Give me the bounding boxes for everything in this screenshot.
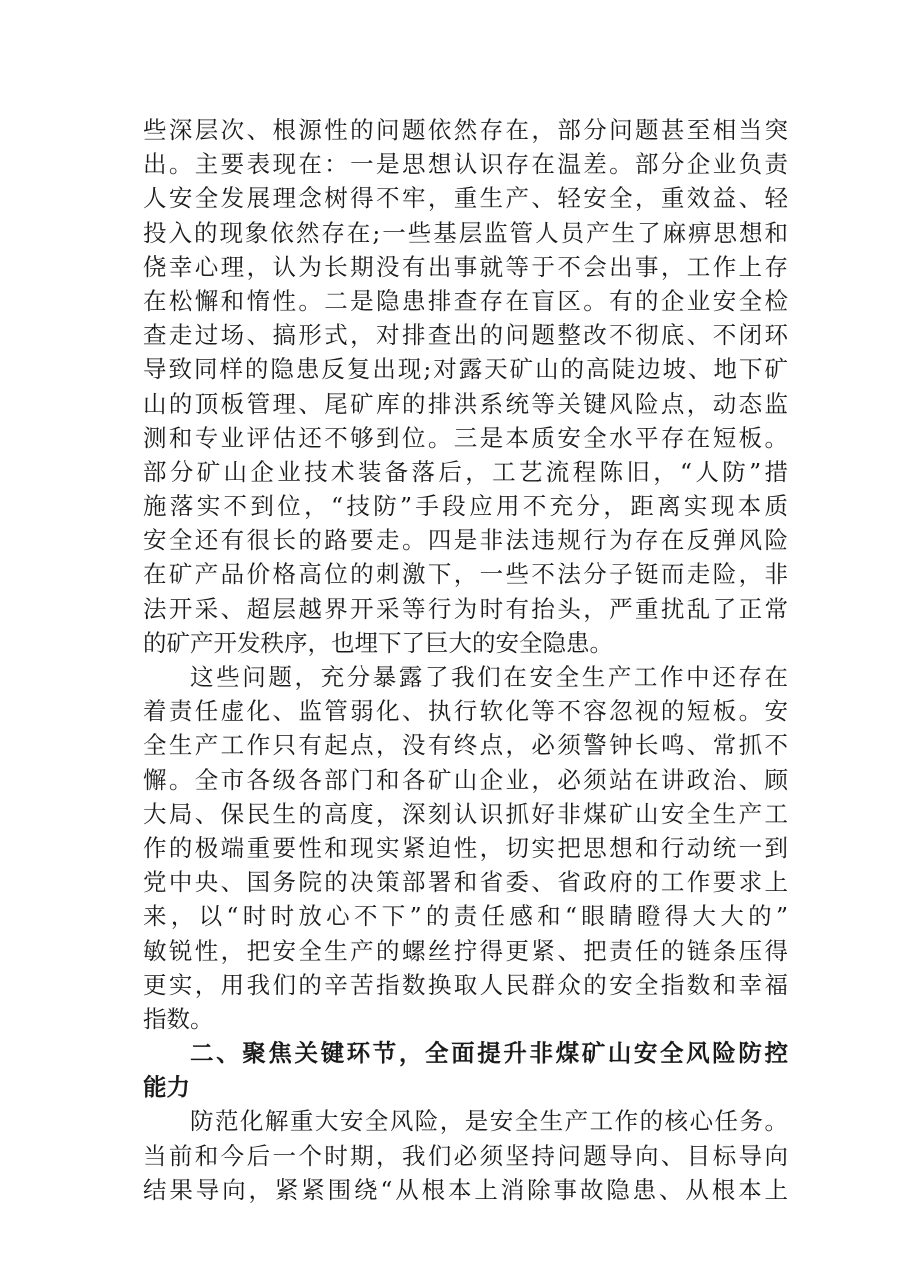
text-line: 安全还有很长的路要走。四是非法违规行为存在反弹风险 <box>143 526 788 555</box>
text-line: 指数。 <box>143 1004 214 1033</box>
text-line: 着责任虚化、监管弱化、执行软化等不容忽视的短板。安 <box>143 697 788 726</box>
body-text <box>143 113 788 1207</box>
text-line: 人安全发展理念树得不牢，重生产、轻安全，重效益、轻 <box>143 184 788 213</box>
text-line: 全生产工作只有起点，没有终点，必须警钟长鸣、常抓不 <box>143 731 788 760</box>
text-line: 的矿产开发秩序，也埋下了巨大的安全隐患。 <box>143 628 613 657</box>
text-line: 在矿产品价格高位的刺激下，一些不法分子铤而走险，非 <box>143 560 788 589</box>
text-line: 些深层次、根源性的问题依然存在，部分问题甚至相当突 <box>143 116 788 144</box>
text-line: 在松懈和惰性。二是隐患排查存在盲区。有的企业安全检 <box>143 286 788 315</box>
text-line: 导致同样的隐患反复出现;对露天矿山的高陡边坡、地下矿 <box>143 355 788 384</box>
paragraph-first-line: 防范化解重大安全风险，是安全生产工作的核心任务。 <box>190 1107 788 1136</box>
text-line: 大局、保民生的高度，深刻认识抓好非煤矿山安全生产工 <box>143 799 788 828</box>
section-heading-continued: 能力 <box>143 1073 190 1102</box>
text-line: 党中央、国务院的决策部署和省委、省政府的工作要求上 <box>143 868 788 897</box>
text-line: 施落实不到位，“技防”手段应用不充分，距离实现本质 <box>143 492 788 521</box>
text-line: 山的顶板管理、尾矿库的排洪系统等关键风险点，动态监 <box>143 389 788 418</box>
text-line: 投入的现象依然存在;一些基层监管人员产生了麻痹思想和 <box>143 218 788 247</box>
text-line: 出。主要表现在：一是思想认识存在温差。部分企业负责 <box>143 150 788 179</box>
paragraph-first-line: 这些问题，充分暴露了我们在安全生产工作中还存在 <box>190 663 788 691</box>
text-line: 测和专业评估还不够到位。三是本质安全水平存在短板。 <box>143 423 788 452</box>
section-heading: 二、聚焦关键环节，全面提升非煤矿山安全风险防控 <box>190 1039 788 1068</box>
text-line: 更实，用我们的辛苦指数换取人民群众的安全指数和幸福 <box>143 970 788 999</box>
text-line: 懈。全市各级各部门和各矿山企业，必须站在讲政治、顾 <box>143 765 788 794</box>
text-line: 结果导向，紧紧围绕“从根本上消除事故隐患、从根本上 <box>143 1175 788 1204</box>
text-line: 来，以“时时放心不下”的责任感和“眼睛瞪得大大的” <box>143 902 788 931</box>
text-line: 查走过场、搞形式，对排查出的问题整改不彻底、不闭环 <box>143 321 788 350</box>
text-line: 部分矿山企业技术装备落后，工艺流程陈旧，“人防”措 <box>143 457 788 486</box>
text-line: 敏锐性，把安全生产的螺丝拧得更紧、把责任的链条压得 <box>143 936 788 965</box>
text-line: 当前和今后一个时期，我们必须坚持问题导向、目标导向 <box>143 1141 788 1170</box>
text-line: 作的极端重要性和现实紧迫性，切实把思想和行动统一到 <box>143 833 788 862</box>
text-line: 侥幸心理，认为长期没有出事就等于不会出事，工作上存 <box>143 252 788 281</box>
text-line: 法开采、超层越界开采等行为时有抬头，严重扰乱了正常 <box>143 594 788 623</box>
